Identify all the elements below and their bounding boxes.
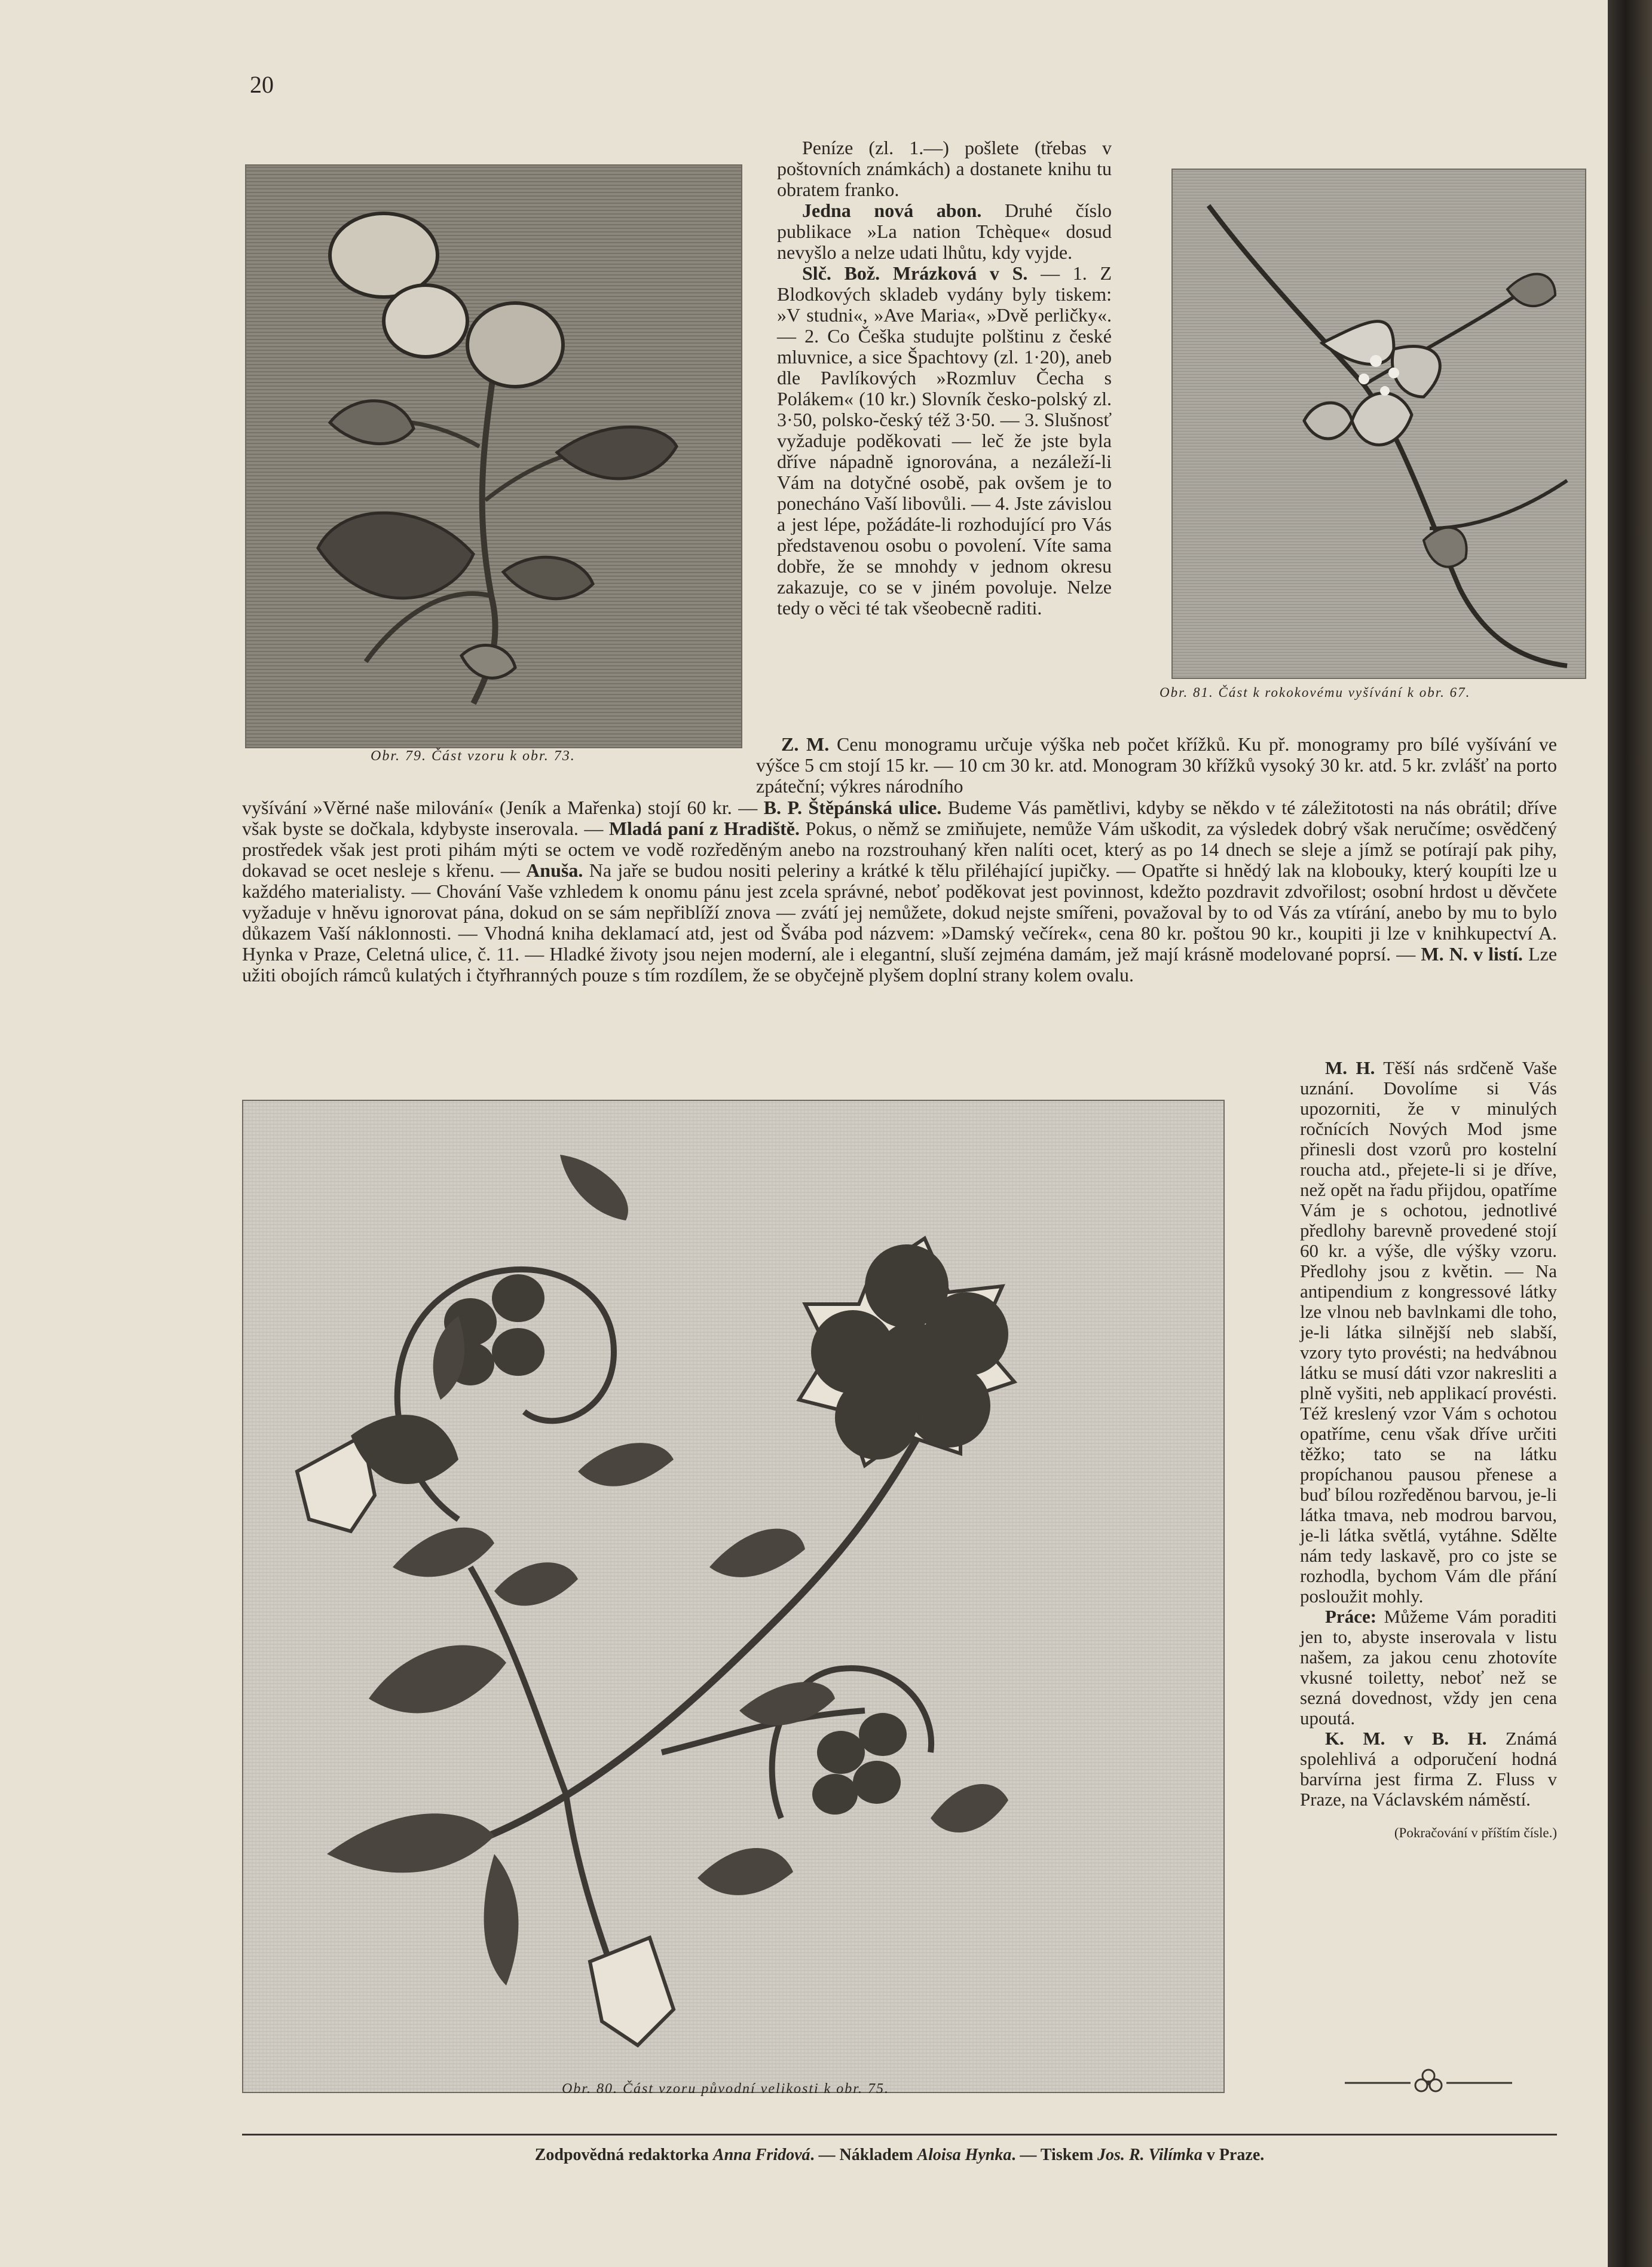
figure-81-caption: Obr. 81. Část k rokokovému vyšívání k obr. 67.: [1160, 685, 1471, 700]
editor-name: Anna Fridová: [712, 2146, 810, 2164]
end-ornament-icon: [1339, 2065, 1518, 2101]
figure-79-embroidery-violets: [245, 164, 742, 748]
text-column-top: [777, 137, 1112, 619]
paragraph-wide: vyšívání »Věrné naše milování« (Jeník a Mařenka) stojí 60 kr. — B. P. Štěpánská ulice. Budeme Vás pamětlivi, kdyby se někdo v té záležitotosti na nás obrátil; dříve však byste se dočkala, kdybyste inserovala. — Mladá paní z Hradiště. Pokus, o němž se zmiňujete, nemůže Vám uškodit, za výsledek dobrý však neručíme; osvědčený prostředek však jest proti pihám mýti se octem ve vodě rozředěným anebo na rozstrouhaný křen nalíti ocet, který as po 14 dnech se sleje a jímž se potírají pak pihy, dokavad se ocet nesleje s křenu. — Anuša. Na jaře se budou nositi peleriny a krátké k tělu přiléhající jupičky. — Opatřte si hnědý lak na klobouky, který koupíti lze u každého materialisty. — Chování Vaše vzhledem k onomu pánu jest zcela správné, neboť poděkovat jest povinnost, kdežto pozdravit zdvořilost; osobní hrdost u děvčete vyžaduje v hněvu ignorovat pána, dokud on se sám nepřiblíží znova — zvátí jej nemůžete, dokud nejste smířeni, považoval by to od Vás za vtírání, anebo by mu to bylo důkazem Vaší náklonnosti. — Vhodná kniha deklamací atd, jest od Švába pod názvem: »Damský večírek«, cena 80 kr. poštou 90 kr., koupiti ji lze v knihkupectví A. Hynka v Praze, Celetná ulice, č. 11. — Hladké životy jsou nejen moderní, ale i elegantní, sluší zejména damám, jež mají krásně modelované poprsí. — M. N. v listí. Lze užiti obojích rámců kulatých i čtyřhranných pouze s tím rozdílem, že se obyčejně plyšem doplní strany kolem ovalu.: [242, 797, 1558, 986]
text-column-right: [1300, 1058, 1557, 1843]
footer-rule: [242, 2134, 1557, 2136]
paragraph-jedna-nova-abon: Jedna nová abon. Druhé číslo publikace »La nation Tchèque« dosud nevyšlo a nelze udati lhůtu, kdy vyjde.: [777, 200, 1112, 263]
text-zm-paragraph: [756, 734, 1557, 797]
text-wide-block: [242, 797, 1557, 986]
paragraph-mh: M. H. Těší nás srdčeně Vaše uznání. Dovolíme si Vás upozorniti, že v minulých ročnících Nových Mod jsme přinesli dost vzorů pro kostelní roucha atd., přejete-li si je dříve, než opět na řadu přijdou, opatříme Vám je s ochotou, jednotlivé předlohy barevně provedené stojí 60 kr. a výše, dle výšky vzoru. Předlohy jsou z květin. — Na antipendium z kongressové látky lze vlnou neb bavlnkami dle toho, je-li látka silnější neb slabší, vzory tyto provésti; na hedvábnou látku se musí dáti vzor nakresliti a plně vyšiti, neb applikací provésti. Též kreslený vzor Vám s ochotou opatříme, cenu však dříve určiti těžko; tato se na látku propíchanou pausou přenese a buď bílou rozředěnou barvou, je-li látka tmava, neb modrou barvou, je-li látka světlá, vytáhne. Sdělte nám tedy laskavě, pro co jste se rozhodla, bychom Vám dle přání posloužit mohly.: [1300, 1057, 1557, 1607]
rococo-embroidery-illustration: [1173, 170, 1585, 678]
printer-name: Jos. R. Vilímka: [1097, 2146, 1203, 2164]
page-number: 20: [250, 71, 274, 98]
paragraph-prace: Práce: Můžeme Vám poraditi jen to, abyste inserovala v listu našem, za jakou cenu zhotovíte vkusné toiletty, neboť než se sezná dovednost, vždy jen cena upoutá.: [1300, 1606, 1557, 1728]
continued-note: (Pokračování v příštím čísle.): [1394, 1825, 1557, 1840]
figure-80-floral-embroidery: [242, 1100, 1225, 2093]
footer-imprint: Zodpovědná redaktorka Anna Fridová. — Nákladem Aloisa Hynka. — Tiskem Jos. R. Vilímka v Praze.: [534, 2146, 1265, 2164]
paragraph-km-vbh: K. M. v B. H. Známá spolehlivá a odporučení hodná barvírna jest firma Z. Fluss v Praze, na Václavském náměstí.: [1300, 1728, 1557, 1810]
book-spine: [1608, 0, 1652, 2267]
paragraph-zm: Z. M. Cenu monogramu určuje výška neb počet křížků. Ku př. monogramy pro bílé vyšívání ve výšce 5 cm stojí 15 kr. — 10 cm 30 kr. atd. Monogram 30 křížků vysoký 30 kr. atd. 5 kr. zvlášť na porto zpáteční; výkres národního: [756, 733, 1558, 797]
figure-80-caption: Obr. 80. Část vzoru původní velikosti k obr. 75.: [562, 2081, 889, 2097]
figure-79-caption: Obr. 79. Část vzoru k obr. 73.: [371, 748, 576, 764]
floral-embroidery-illustration: [243, 1101, 1223, 2092]
publisher-name: Aloisa Hynka: [917, 2146, 1012, 2164]
paragraph-mrazkova: Slč. Bož. Mrázková v S. — 1. Z Blodkových skladeb vydány byly tiskem: »V studni«, »Ave Maria«, »Dvě perličky«. — 2. Co Češka studujte polštinu z české mluvnice, a sice Špachtovy (zl. 1·20), aneb dle Pavlíkových »Rozmluv Čecha s Polákem« (10 kr.) Slovník česko-polský zl. 3·50, polsko-český též 3·50. — 3. Slušnosť vyžaduje poděkovati — leč že jste byla dříve nápadně ignorována, a nezáleží-li Vám na dotyčné osobě, pak ovšem je to ponecháno Vaší libovůli. — 4. Jste závislou a jest lépe, požádáte-li rozhodující pro Vás představenou osobu o povolení. Víte sama dobře, že se mnohdy v jednom okresu zakazuje, co se v jiném povoluje. Nelze tedy o věci té tak všeobecně raditi.: [777, 262, 1112, 619]
figure-81-rococo-embroidery: [1171, 169, 1586, 679]
paragraph-penize: Peníze (zl. 1.—) pošlete (třebas v poštovních známkách) a dostanete knihu tu obratem franko.: [777, 137, 1112, 200]
violet-embroidery-illustration: [246, 166, 741, 747]
